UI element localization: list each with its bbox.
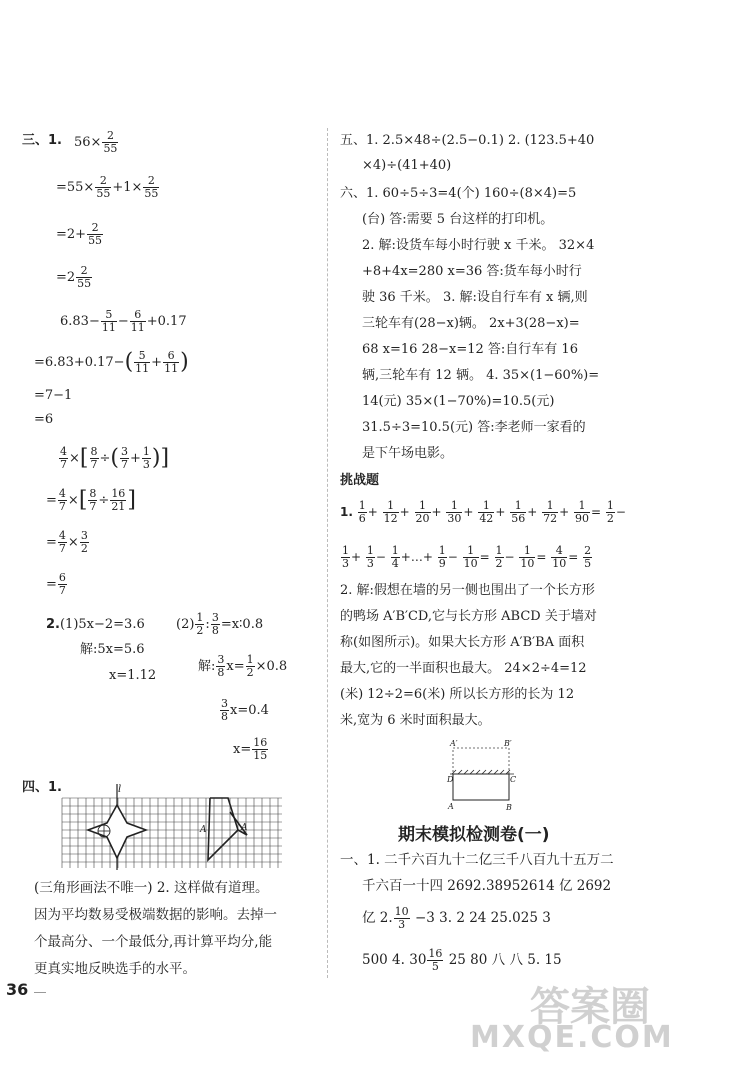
calc-c-line4: = $\frac{6}{7}$ [46,571,66,597]
label-b: B [506,803,512,812]
challenge-q2-line-1: 2. 解:假想在墙的另一侧也围出了一个长方形 [340,583,595,598]
calc-c-line1: $\frac{4}{7}$ ×[ $\frac{8}{7}$ ÷( $\frac{3}{7}$ + $\frac{1}{3}$ )] [60,445,170,471]
challenge-q2-line-2: 的鸭场 A′B′CD,它与长方形 ABCD 关于墙对 [340,609,597,624]
sec6-line-9: 14(元) 35×(1−70%)=10.5(元) [362,394,555,409]
calc-text: 56× [74,135,102,150]
column-divider [327,128,328,978]
eq-part2-b: 解: $\frac{3}{8}$ x= $\frac{1}{2}$ ×0.8 [198,653,288,679]
point-a2-label: A [241,823,248,833]
fraction: $\frac{2}{55}$ [144,174,159,200]
sec6-line-1: 六、1. 60÷5÷3=4(个) 160÷(8×4)=5 [340,186,577,201]
watermark-top: 答案圈 [530,984,650,1030]
wall-figure [440,736,525,816]
sec6-line-2: (台) 答:需要 5 台这样的打印机。 [362,212,554,227]
calc-b-line4: =6 [34,412,54,427]
calc-b-line3: =7−1 [34,388,73,403]
final-exam-title: 期末模拟检测卷(一) [398,825,550,845]
final-line-3: 亿 2. $\frac{10}{3}$ −3 3. 2 24 25.025 3 [362,905,551,931]
challenge-q2-line-5: (米) 12÷2=6(米) 所以长方形的长为 12 [340,687,575,702]
challenge-q2-line-4: 最大,它的一半面积也最大。 24×2÷4=12 [340,661,587,676]
duck-pen-rect [453,774,509,800]
grid-figure [60,780,285,870]
sec4-note-2: 因为平均数易受极端数据的影响。去掉一 [34,907,277,923]
triangle-shape [208,798,238,860]
sec6-line-5: 驶 36 千米。 3. 解:设自行车有 x 辆,则 [362,290,588,305]
fraction: $\frac{2}{55}$ [96,174,111,200]
calc-text: =55× [56,180,95,195]
label-a-prime: A′ [450,739,458,748]
page-number: 36 [6,980,29,999]
fraction: $\frac{2}{55}$ [103,129,118,155]
watermark-bottom: MXQE.COM [470,1020,674,1055]
sec6-line-4: +8+4x=280 x=36 答:货车每小时行 [362,264,582,279]
final-line-2: 千六百一十四 2692.38952614 亿 2692 [362,878,612,894]
challenge-row-1: 1. $\frac{1}{6}$ + $\frac{1}{12}$ + $\frac{1}{20}$ + $\frac{1}{30}$ + $\frac{1}{42}$ + $\frac{1}{56}$ + $\frac{1}{72}$ + $\frac{1}{90}$ = $\frac{1}{2}$ − [340,499,626,525]
calc-a-line3 [56,222,104,247]
sec5-line-1: 五、1. 2.5×48÷(2.5−0.1) 2. (123.5+40 [340,133,595,148]
calc-a-line1 [74,130,119,155]
sec5-line-2: ×4)÷(41+40) [362,158,452,173]
label-b-prime: B′ [504,739,512,748]
sec6-line-7: 68 x=16 28−x=12 答:自行车有 16 [362,342,578,357]
calc-b-line2: =6.83+0.17−( $\frac{5}{11}$ + $\frac{6}{11}$ ) [34,349,189,375]
wall-svg [440,736,525,816]
eq-part1-a: 2.(1)5x−2=3.6 [46,617,145,632]
section-3-label: 三、1. [22,133,62,148]
eq-part2-d: x= $\frac{16}{15}$ [233,736,268,762]
sec6-line-10: 31.5÷3=10.5(元) 答:李老师一家看的 [362,420,586,435]
sec6-line-6: 三轮车有(28−x)辆。 2x+3(28−x)= [362,316,580,331]
wall-hatch [450,770,514,774]
label-c: C [510,775,517,784]
page-number-rule [34,992,46,993]
eq-part1-c: x=1.12 [109,668,157,683]
challenge-title: 挑战题 [340,473,380,488]
fraction: $\frac{2}{55}$ [77,264,92,290]
challenge-q2-line-3: 称(如图所示)。如果大长方形 A′B′BA 面积 [340,635,585,650]
challenge-q2-line-6: 米,宽为 6 米时面积最大。 [340,713,491,728]
sec4-note-1: (三角形画法不唯一) 2. 这样做有道理。 [34,880,269,896]
sec4-note-4: 更真实地反映选手的水平。 [34,961,196,977]
sec6-line-3: 2. 解:设货车每小时行驶 x 千米。 32×4 [362,238,595,253]
eq-part2-c: $\frac{3}{8}$ x=0.4 [221,697,269,723]
eq-part1-b: 解:5x=5.6 [80,642,145,657]
calc-text: =2+ [56,227,87,242]
label-a: A [448,802,454,811]
calc-a-line4 [56,265,93,290]
sec4-note-3: 个最高分、一个最低分,再计算平均分,能 [34,934,273,950]
challenge-row-2: $\frac{1}{3}$ + $\frac{1}{3}$ − $\frac{1}{4}$ +…+ $\frac{1}{9}$ − $\frac{1}{10}$ = $\frac{1}{2}$ − $\frac{1}{10}$ = $\frac{4}{10}$ = $\frac{2}{5}$ [342,544,592,570]
label-d: D [447,775,454,784]
calc-a-line2 [56,175,160,200]
sec6-line-11: 是下午场电影。 [362,446,454,461]
calc-b-line1: 6.83− $\frac{5}{11}$ − $\frac{6}{11}$ +0.17 [60,308,187,334]
calc-c-line3: = $\frac{4}{7}$ × $\frac{3}{2}$ [46,529,88,555]
final-line-4: 500 4. 30 $\frac{16}{5}$ 25 80 八 八 5. 15 [362,947,562,973]
point-a-label: A [200,825,207,835]
calc-text: =2 [56,270,76,285]
sec6-line-8: 辆,三轮车有 12 辆。 4. 35×(1−60%)= [362,368,600,383]
fraction: $\frac{2}{55}$ [88,221,103,247]
section-4-label: 四、1. [22,780,62,795]
axis-label-l: l [118,784,122,795]
star-shape [88,805,146,858]
final-line-1: 一、1. 二千六百九十二亿三千八百九十五万二 [340,852,614,868]
eq-part2-a: (2) $\frac{1}{2}$ : $\frac{3}{8}$ =x∶0.8 [176,611,264,637]
grid-svg [60,780,285,870]
calc-text: +1× [112,180,143,195]
calc-c-line2: = $\frac{4}{7}$ ×[ $\frac{8}{7}$ ÷ $\frac{16}{21}$ ] [46,487,136,513]
